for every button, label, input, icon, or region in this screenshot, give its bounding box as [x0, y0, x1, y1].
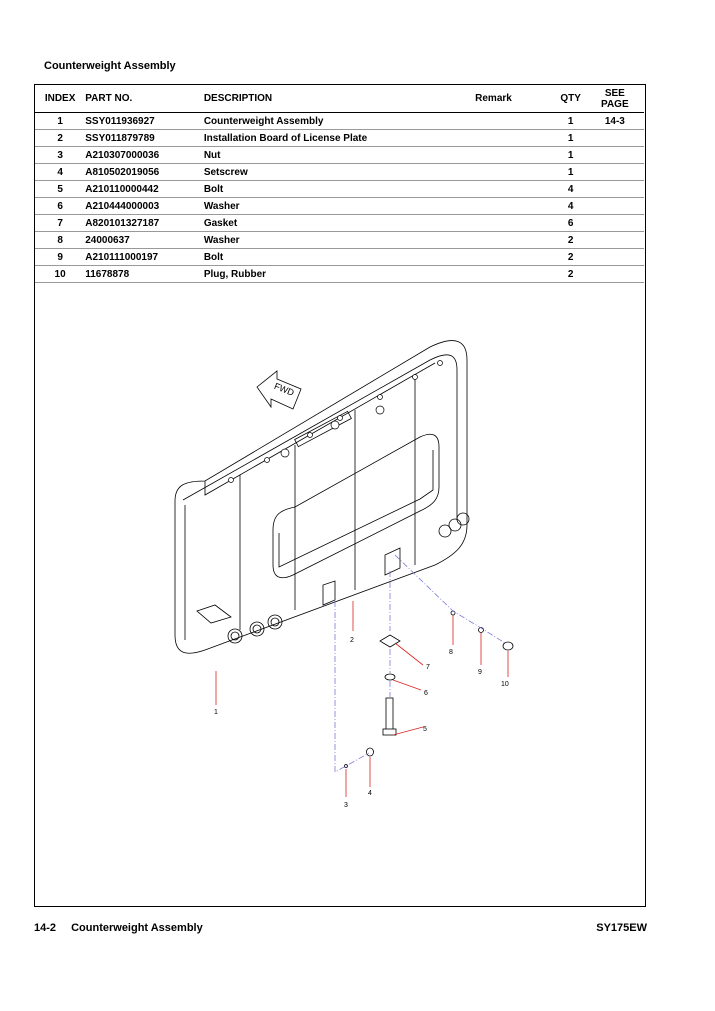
cell-remark [475, 198, 555, 215]
cell-see-page [586, 249, 644, 266]
cell-remark [475, 181, 555, 198]
page-title: Counterweight Assembly [44, 60, 176, 72]
callout-1: 1 [214, 709, 218, 716]
cell-part-no: SSY011936927 [85, 113, 204, 130]
cell-part-no: A210111000197 [85, 249, 204, 266]
footer-section: Counterweight Assembly [71, 922, 203, 934]
cell-part-no: 24000637 [85, 232, 204, 249]
cell-see-page [586, 164, 644, 181]
cell-description: Gasket [204, 215, 475, 232]
cell-description: Installation Board of License Plate [204, 130, 475, 147]
header-see-line2: PAGE [601, 98, 629, 110]
cell-qty: 6 [556, 215, 586, 232]
cell-remark [475, 147, 555, 164]
table-row [35, 232, 644, 249]
parts-frame [34, 84, 646, 907]
footer-model: SY175EW [596, 922, 647, 934]
cell-part-no: A210307000036 [85, 147, 204, 164]
cell-index: 4 [35, 164, 85, 181]
cell-qty: 4 [556, 198, 586, 215]
cell-see-page [586, 147, 644, 164]
cell-qty: 1 [556, 164, 586, 181]
cell-index: 2 [35, 130, 85, 147]
table-row [35, 198, 644, 215]
table-row [35, 164, 644, 181]
callout-6: 6 [424, 690, 428, 697]
cell-remark [475, 232, 555, 249]
cell-index: 5 [35, 181, 85, 198]
callout-5: 5 [423, 726, 427, 733]
callout-9: 9 [478, 669, 482, 676]
fwd-label: FWD [272, 380, 296, 398]
header-see-line1: SEE [604, 87, 625, 99]
cell-remark [475, 164, 555, 181]
plate-recess [273, 434, 439, 578]
cell-description: Plug, Rubber [204, 266, 475, 283]
header-see-page [586, 85, 644, 113]
cell-remark [475, 113, 555, 130]
header-part-no: PART NO. [85, 85, 204, 113]
cell-see-page [586, 181, 644, 198]
header-qty: QTY [556, 85, 586, 113]
cell-remark [475, 249, 555, 266]
cell-index: 1 [35, 113, 85, 130]
cell-part-no: A820101327187 [85, 215, 204, 232]
cell-qty: 2 [556, 232, 586, 249]
header-index: INDEX [35, 85, 85, 113]
cell-qty: 2 [556, 249, 586, 266]
cell-description: Washer [204, 198, 475, 215]
nut-3 [345, 765, 348, 768]
table-row [35, 266, 644, 283]
footer-left [34, 922, 203, 934]
callout-2: 2 [350, 637, 354, 644]
table-row [35, 113, 644, 130]
table-row [35, 181, 644, 198]
cell-part-no: A210444000003 [85, 198, 204, 215]
cell-description: Nut [204, 147, 475, 164]
setscrew-4 [367, 748, 374, 756]
parts-table [35, 85, 644, 283]
plug-10 [503, 642, 513, 650]
cell-see-page [586, 130, 644, 147]
washer-6 [385, 674, 395, 680]
cell-see-page [586, 266, 644, 283]
cell-part-no: A810502019056 [85, 164, 204, 181]
cell-description: Counterweight Assembly [204, 113, 475, 130]
callout-7: 7 [426, 664, 430, 671]
cell-index: 7 [35, 215, 85, 232]
cell-qty: 2 [556, 266, 586, 283]
cell-description: Bolt [204, 181, 475, 198]
cell-description: Bolt [204, 249, 475, 266]
cell-index: 10 [35, 266, 85, 283]
bolt-5 [386, 698, 393, 730]
header-remark: Remark [475, 85, 555, 113]
cell-qty: 1 [556, 113, 586, 130]
table-row [35, 215, 644, 232]
callout-4: 4 [368, 790, 372, 797]
callout-3: 3 [344, 802, 348, 809]
callout-8: 8 [449, 649, 453, 656]
cell-qty: 4 [556, 181, 586, 198]
exploded-drawing [35, 285, 644, 905]
callout-10: 10 [501, 681, 509, 688]
cell-qty: 1 [556, 147, 586, 164]
cell-remark [475, 266, 555, 283]
cell-remark [475, 130, 555, 147]
cell-part-no: 11678878 [85, 266, 204, 283]
cell-qty: 1 [556, 130, 586, 147]
cell-part-no: A210110000442 [85, 181, 204, 198]
cell-part-no: SSY011879789 [85, 130, 204, 147]
cell-index: 3 [35, 147, 85, 164]
table-row [35, 147, 644, 164]
cell-index: 8 [35, 232, 85, 249]
table-row [35, 249, 644, 266]
cell-see-page [586, 215, 644, 232]
header-description: DESCRIPTION [204, 85, 475, 113]
table-row [35, 130, 644, 147]
cell-index: 9 [35, 249, 85, 266]
cell-see-page [586, 232, 644, 249]
table-header-row [35, 85, 644, 113]
cell-remark [475, 215, 555, 232]
footer-page-number: 14-2 [34, 922, 57, 934]
cell-description: Washer [204, 232, 475, 249]
cell-see-page: 14-3 [586, 113, 644, 130]
cell-description: Setscrew [204, 164, 475, 181]
cell-see-page [586, 198, 644, 215]
cell-index: 6 [35, 198, 85, 215]
gasket-7 [380, 635, 400, 647]
